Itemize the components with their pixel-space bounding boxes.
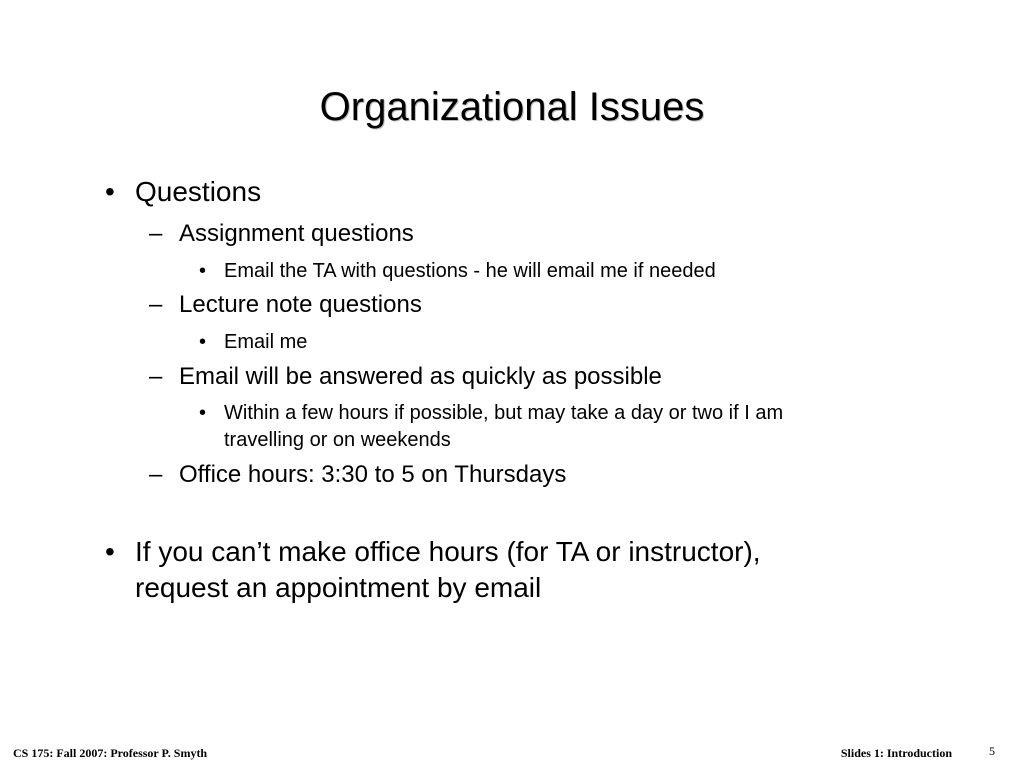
bullet-text: Within a few hours if possible, but may take a day or two if I am xyxy=(224,402,784,424)
bullet-marker: – xyxy=(149,363,163,390)
bullet-text: Assignment questions xyxy=(179,220,414,247)
bullet-continuation xyxy=(224,427,451,453)
bullet-text: Office hours: 3:30 to 5 on Thursdays xyxy=(179,461,567,488)
bullet-text: Questions xyxy=(135,176,262,207)
bullet-text: request an appointment by email xyxy=(135,572,542,603)
slide-title: Organizational Issues xyxy=(319,85,705,129)
bullet-text: If you can’t make office hours (for TA or instructor), xyxy=(135,536,761,567)
bullet-text: Lecture note questions xyxy=(179,291,422,318)
bullet-text: Email the TA with questions - he will email me if needed xyxy=(224,260,716,282)
bullet-marker: • xyxy=(105,536,115,567)
bullet-marker: – xyxy=(149,220,163,247)
footer-left-text: CS 175: Fall 2007: Professor P. Smyth xyxy=(13,746,208,760)
bullet-text: Email me xyxy=(224,331,308,353)
bullet-marker: – xyxy=(149,461,163,488)
footer-right-text: Slides 1: Introduction xyxy=(840,746,952,760)
slide-page-number: 5 xyxy=(989,744,995,758)
bullet-continuation xyxy=(135,571,541,605)
bullet-marker: • xyxy=(199,402,207,424)
bullet-marker: • xyxy=(199,331,207,353)
bullet-text: travelling or on weekends xyxy=(224,429,451,451)
bullet-text: Email will be answered as quickly as possible xyxy=(179,363,662,390)
bullet-marker: – xyxy=(149,291,163,318)
bullet-marker: • xyxy=(199,260,207,282)
bullet-marker: • xyxy=(105,176,115,207)
